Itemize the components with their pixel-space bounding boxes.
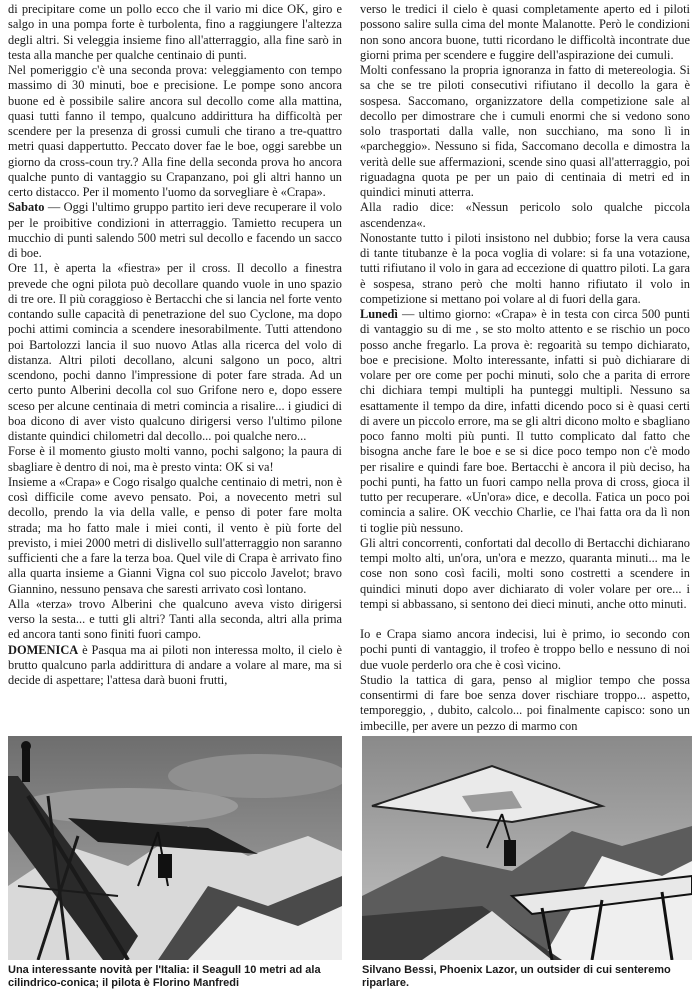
paragraph — [8, 643, 342, 689]
article-column-left — [8, 2, 342, 688]
paragraph — [360, 307, 690, 536]
paragraph: Nonostante tutto i piloti insistono nel dubbio; forse la vera causa di tante titubanze è la poca voglia di volare: si fa una votazione, tutti rifiutano il volo in gara ad eccezione di quattro piloti. La gara è sospesa, strano però che molti hanno rifiutato il volo in competizione si mettano poi volare al di fuori della gara. — [360, 230, 690, 306]
photo-phoenix-image — [362, 736, 692, 960]
paragraph-text: — Oggi l'ultimo gruppo partito ieri deve recuperare il volo per le proibitive condizioni in atterraggio. Tamietto recupera un mucchio di punti salendo 500 metri sul decollo e facendo un sacco di boe. — [8, 200, 342, 260]
paragraph: Nel pomeriggio c'è una seconda prova: veleggiamento con tempo massimo di 30 minuti, boe e precisione. Le pompe sono ancora buone ed è possibile salire ancora sul decollo come alla mattina, quasi tutti fanno il tempo, qualcuno addirittura ha difficoltà per scendere per la presenza di grossi cumuli che tirano a tre-quattro metri quasi dappertutto. Peccato dover fae le boe, oggi sarebbe un giorno da cross-coun try.? Alla fine della seconda prova ho ancora qualche punto di vantaggio su Crapanzano, poi gli altri hanno un certo distacco. Per il momento l'uomo da sorvegliare è «Crapa». — [8, 63, 342, 199]
paragraph: Studio la tattica di gara, penso al miglior tempo che possa consentirmi di fare boe senza dover rischiare troppo... aspetto, temporeggio, , dubito, calcolo... poi finalmente capisco: sono un imbecille, per avere un pezzo di marmo con — [360, 672, 690, 733]
paragraph: Io e Crapa siamo ancora indecisi, lui è primo, io secondo con pochi punti di vantaggio, il trofeo è troppo bello e nessuno di noi due vuole perderlo ora che è così vicino. — [360, 627, 690, 672]
photo-caption-right: Silvano Bessi, Phoenix Lazor, un outsider di cui senteremo riparlare. — [362, 964, 671, 989]
photo-seagull-hang-glider — [8, 736, 342, 960]
photo-caption-left: Una interessante novità per l'Italia: il Seagull 10 metri ad ala cilindrico-conica; il pilota è Florino Manfredi — [8, 964, 321, 989]
paragraph: verso le tredici il cielo è quasi completamente aperto ed i piloti possono salire sulla cima del monte Malanotte. Però le condizioni non sono ancora buone, tutti ricordano le difficoltà incontrate due giorni prima per scendere e fuggire dell'aspirazione dei cumuli. — [360, 2, 690, 62]
photo-seagull-image — [8, 736, 342, 960]
paragraph: Ore 11, è aperta la «fiestra» per il cross. Il decollo a finestra prevede che ogni pilota può decollare quando vuole in uno spazio di tre ore. Il più coraggioso è Bertacchi che si lancia nel forte vento contando sulle capacità di penetrazione del suo Cyclone, ma dopo pochi attimi comincia a scendere inesorabilmente. Tutti attendono poi Bartolozzi lancia il suo nuovo Atlas alla ricerca del volo di distanza. Altri piloti decollano, alcuni salgono un poco, altri scendono, pochi danno l'impressione di poter fare strada. Ad un certo punto Alberini decolla col suo Grifone nero e, dopo essere sceso per alcune centinaia di metri comincia a risalire... i giudici di boa dicono di aver visto qualcuno dirigersi verso l'ultimo pilone distante quindici chilometri dal decollo... poi qualche nero... — [8, 261, 342, 443]
day-heading-lunedi: Lunedì — [360, 307, 398, 321]
paragraph: Molti confessano la propria ignoranza in fatto di metereologia. Si sa che se tre piloti consecutivi rifiutano il decollo la gara è sospesa. Saccomano, organizzatore della competizione sale al decollo per dimostrare che i cumuli enormi che si vedono sono solo trasportati dalla valle, non succhiano, ma sono lì in «parcheggio». Nessuno si fida, Saccomano decolla e dimostra la verità delle sue affermazioni, scende sino quasi all'atterraggio, poi riguadagna quota pe per un paio di centinaia di metri ed in quindici minuti atterra. — [360, 63, 690, 199]
photo-phoenix-hang-glider — [362, 736, 692, 960]
paragraph: di precipitare come un pollo ecco che il vario mi dice OK, giro e salgo in una pompa forte è turbolenta, fino a raggiungere l'altezza degli altri. Si veleggia insieme fino all'atterraggio, alla fine sarò in testa alla manche per qualche centinaio di punti. — [8, 2, 342, 62]
paragraph: Gli altri concorrenti, confortati dal decollo di Bertacchi dichiarano tempi molto alti, un'ora, un'ora e mezzo, quaranta minuti... ma le cose non sono così facili, molti sono costretti a scendere in quindici minuti dopo aver dichiarato di voler volare per ore... i tempi si abbassano, si sentono dei dieci minuti, anche otto minuti. — [360, 535, 690, 611]
paragraph-text: — ultimo giorno: «Crapa» è in testa con circa 500 punti di vantaggio su di me , se sto molto attento e se rischio un poco posso anche fregarlo. La prova è: regoarità su tempo dichiarato, boe e precisione. Molto interessante, infatti si può dichiarare di volare per ore come per pochi minuti, solo che a parita di errore chi dichiara tempi multipli ha punteggi multipli. Nessuno sa esattamente il tempo da dire, infatti dicendo poco si è quasi certi di avere un piccolo errore, ma se gli altri dicono molto e sbagliano poco fanno molti più punti. Il tutto complicato dal fatto che bisogna anche fare le boe e se si dice poco tempo non c'è modo per risalire e quindi fare boe. Bertacchi è ancora il più deciso, ha pochi punti, ha fatto un fuori campo nella prova di cross, gioca il tutto per recuperare. «Un'ora» dice, e decolla. Fatica un poco poi comincia a salire. OK vecchio Charlie, ce l'hai fatta ora da lì non ti toglie più nessuno. — [360, 307, 690, 535]
paragraph-text: è Pasqua ma ai piloti non interessa molto, il cielo è brutto qualcuno parla addirittura di andare a volare al mare, ma si decide di aspettare; l'attesa darà buoni frutti, — [8, 642, 342, 687]
paragraph: Insieme a «Crapa» e Cogo risalgo qualche centinaio di metri, non è così difficile come avevo pensato. Poi, a novecento metri sul decollo, prendo la via della valle, e penso di poter fare molta strada; ma ho fatto male i miei conti, il vento è più forte del previsto, i miei 2000 metri di dislivello sull'atterraggio non saranno sufficienti che a fare la terza boa. Quel vile di Crapa è arrivato fino alla quarta insieme a Gianni Vigna col suo piccolo Javelot; bravo Giannino, nessuno pensava che saresti arrivato così lontano. — [8, 474, 342, 596]
paragraph: Alla radio dice: «Nessun pericolo solo qualche piccola ascendenza«. — [360, 200, 690, 230]
day-heading-sabato: Sabato — [8, 200, 45, 215]
paragraph: Alla «terza» trovo Alberini che qualcuno aveva visto dirigersi verso la sesta... e tutti gli altri? Tanti alla seconda, altri alla prima ed ancora tanti sono finiti fuori campo. — [8, 596, 342, 642]
paragraph: Forse è il momento giusto molti vanno, pochi salgono; la paura di sbagliare è dentro di noi, ma è presto vinta: OK si va! — [8, 444, 342, 474]
article-column-right — [360, 2, 690, 734]
paragraph — [8, 200, 342, 261]
day-heading-domenica: DOMENICA — [8, 642, 79, 657]
